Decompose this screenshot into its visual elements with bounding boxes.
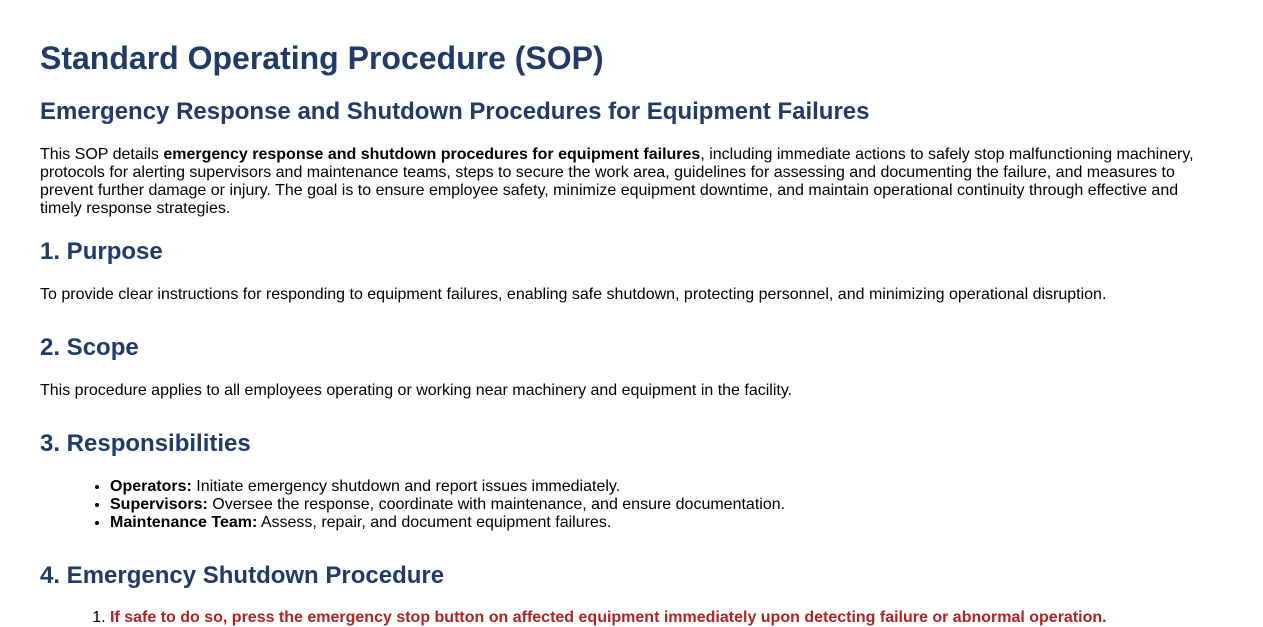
document-subtitle: Emergency Response and Shutdown Procedures for Equipment Failures bbox=[40, 98, 870, 125]
intro-text-start: This SOP details bbox=[40, 146, 164, 163]
role-description: Initiate emergency shutdown and report issues immediately. bbox=[191, 478, 621, 495]
section-heading-responsibilities: 3. Responsibilities bbox=[40, 430, 251, 457]
role-label: Supervisors: bbox=[110, 496, 208, 513]
role-label: Operators: bbox=[110, 478, 192, 495]
intro-text-end: , including immediate actions to safely stop malfunctioning machinery, protocols for alerting supervisors and maintenance teams, steps to secure the work area, guidelines for assessing and documenting the failure, and measures to prevent further damage or injury. The goal is to ensure employee safety, minimize equipment downtime, and maintain operational continuity through effective and timely response strategies. bbox=[40, 146, 1194, 217]
intro-paragraph bbox=[40, 146, 1205, 218]
responsibilities-list bbox=[40, 478, 785, 532]
shutdown-steps-list bbox=[40, 609, 1107, 627]
purpose-text: To provide clear instructions for responding to equipment failures, enabling safe shutdown, protecting personnel, and minimizing operational disruption. bbox=[40, 286, 1107, 303]
intro-text-bold: emergency response and shutdown procedures for equipment failures bbox=[163, 146, 701, 163]
role-description: Oversee the response, coordinate with maintenance, and ensure documentation. bbox=[207, 496, 786, 513]
warning-step-text: If safe to do so, press the emergency stop button on affected equipment immediately upon detecting failure or abnormal operation. bbox=[110, 609, 1107, 626]
role-label: Maintenance Team: bbox=[110, 514, 258, 531]
list-item bbox=[110, 496, 785, 514]
section-heading-shutdown: 4. Emergency Shutdown Procedure bbox=[40, 562, 445, 589]
list-item bbox=[110, 514, 785, 532]
list-item bbox=[110, 478, 785, 496]
page-title: Standard Operating Procedure (SOP) bbox=[40, 40, 604, 76]
section-heading-scope: 2. Scope bbox=[40, 334, 139, 361]
role-description: Assess, repair, and document equipment failures. bbox=[257, 514, 612, 531]
list-item bbox=[110, 609, 1107, 627]
section-heading-purpose: 1. Purpose bbox=[40, 238, 163, 265]
scope-text: This procedure applies to all employees operating or working near machinery and equipment in the facility. bbox=[40, 382, 793, 399]
